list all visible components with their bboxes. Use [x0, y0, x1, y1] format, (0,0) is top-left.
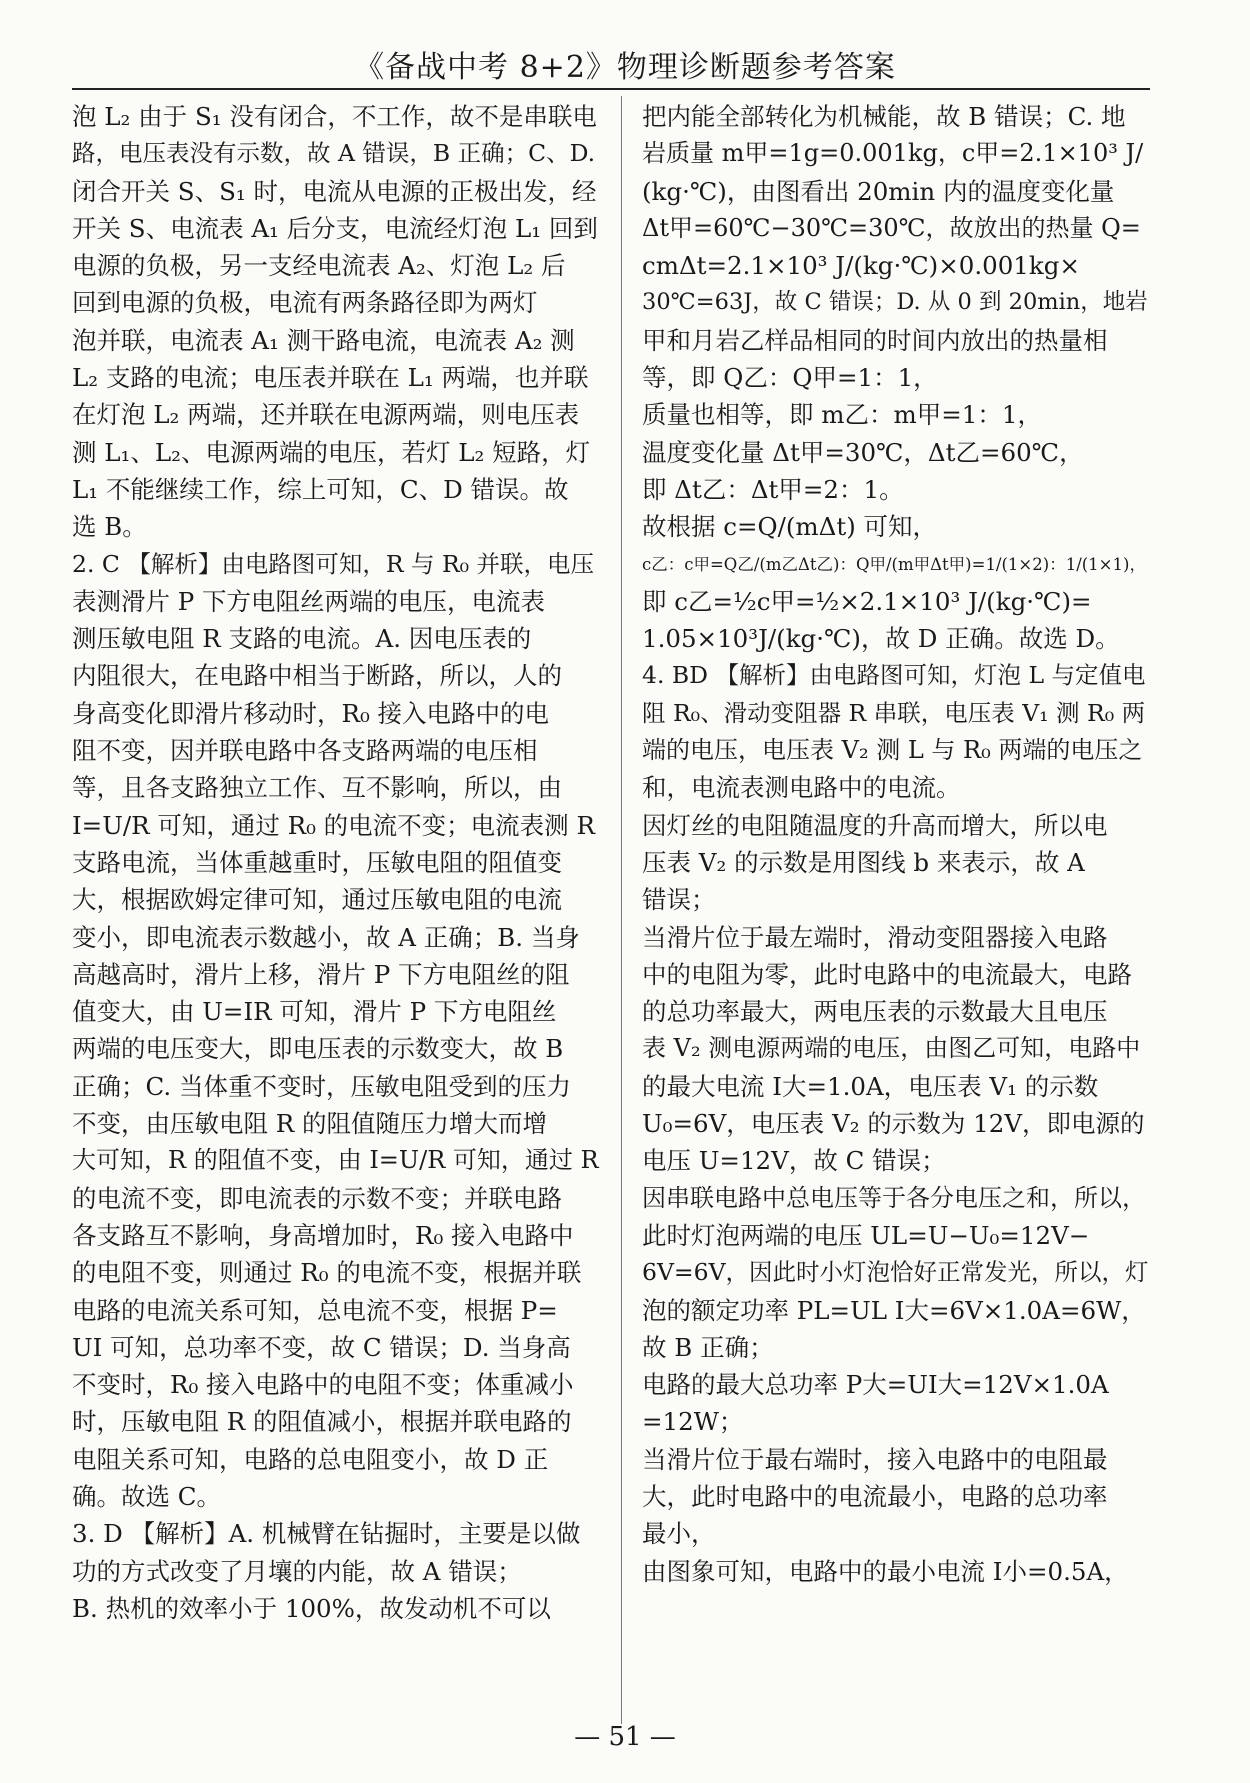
text-line: 测 L₁、L₂、电源两端的电压，若灯 L₂ 短路，灯: [72, 437, 591, 467]
text-line: 支路电流，当体重越重时，压敏电阻的阻值变: [72, 847, 562, 877]
text-line: 当滑片位于最右端时，接入电路中的电阻最: [642, 1444, 1108, 1474]
page-header-title: 《备战中考 8+2》物理诊断题参考答案: [354, 50, 896, 85]
text-line: 的电流不变，即电流表的示数不变；并联电路: [72, 1183, 562, 1213]
text-line: cmΔt=2.1×10³ J/(kg·℃)×0.001kg×: [642, 251, 1080, 281]
text-line: 不变，由压敏电阻 R 的阻值随压力增大而增: [72, 1109, 548, 1139]
text-line: 阻不变，因并联电路中各支路两端的电压相: [72, 736, 538, 766]
text-line: 把内能全部转化为机械能，故 B 错误；C. 地: [642, 102, 1126, 131]
page-number: — 51 —: [574, 1722, 676, 1752]
column-divider: [621, 96, 622, 1724]
text-line: 即 Δt乙：Δt甲=2：1。: [642, 474, 904, 504]
text-line: 大可知，R 的阻值不变，由 I=U/R 可知，通过 R: [72, 1146, 599, 1175]
text-line: 的电阻不变，则通过 R₀ 的电流不变，根据并联: [72, 1258, 582, 1288]
text-line: 时，压敏电阻 R 的阻值减小，根据并联电路的: [72, 1407, 572, 1437]
text-line: 值变大，由 U=IR 可知，滑片 P 下方电阻丝: [72, 997, 557, 1027]
text-line: 两端的电压变大，即电压表的示数变大，故 B: [72, 1034, 564, 1064]
text-line: 高越高时，滑片上移，滑片 P 下方电阻丝的阻: [72, 959, 570, 989]
text-line: 4. BD 【解析】由电路图可知，灯泡 L 与定值电: [642, 661, 1146, 690]
text-line: 和，电流表测电路中的电流。: [642, 773, 961, 803]
text-line: 不变时，R₀ 接入电路中的电阻不变；体重减小: [72, 1370, 574, 1400]
text-line: 电源的负极，另一支经电流表 A₂、灯泡 L₂ 后: [72, 251, 566, 281]
header-rule: [72, 88, 1150, 90]
text-line: 甲和月岩乙样品相同的时间内放出的热量相: [642, 325, 1108, 355]
text-line: 等，且各支路独立工作、互不影响，所以，由: [72, 773, 562, 803]
text-line: 的总功率最大，两电压表的示数最大且电压: [642, 997, 1108, 1027]
text-line: U₀=6V，电压表 V₂ 的示数为 12V，即电源的: [642, 1109, 1145, 1139]
text-line: 岩质量 m甲=1g=0.001kg，c甲=2.1×10³ J/: [642, 139, 1144, 168]
text-line: 1.05×10³J/(kg·℃)，故 D 正确。故选 D。: [642, 624, 1120, 654]
text-line: 回到电源的负极，电流有两条路径即为两灯: [72, 288, 538, 318]
text-line: 在灯泡 L₂ 两端，还并联在电源两端，则电压表: [72, 400, 580, 430]
text-line: 3. D 【解析】A. 机械臂在钻掘时，主要是以做: [72, 1519, 581, 1549]
text-line: 确。故选 C。: [72, 1481, 222, 1511]
text-line: 开关 S、电流表 A₁ 后分支，电流经灯泡 L₁ 回到: [72, 213, 598, 243]
text-line: 质量也相等，即 m乙：m甲=1：1，: [642, 400, 1042, 430]
text-line: 变小，即电流表示数越小，故 A 正确；B. 当身: [72, 922, 580, 952]
text-line: 表 V₂ 测电源两端的电压，由图乙可知，电路中: [642, 1034, 1141, 1063]
text-line: 闭合开关 S、S₁ 时，电流从电源的正极出发，经: [72, 176, 597, 206]
text-line: 各支路互不影响，身高增加时，R₀ 接入电路中: [72, 1220, 574, 1250]
text-line: 电阻关系可知，电路的总电阻变小，故 D 正: [72, 1444, 549, 1474]
text-line: 大，此时电路中的电流最小，电路的总功率: [642, 1481, 1108, 1511]
text-line: 因灯丝的电阻随温度的升高而增大，所以电: [642, 810, 1108, 840]
text-line: 即 c乙=½c甲=½×2.1×10³ J/(kg·℃)=: [642, 586, 1092, 616]
text-line: 大，根据欧姆定律可知，通过压敏电阻的电流: [72, 885, 562, 915]
text-line: 由图象可知，电路中的最小电流 I小=0.5A，: [642, 1556, 1129, 1586]
text-line: 路，电压表没有示数，故 A 错误，B 正确；C、D.: [72, 139, 596, 168]
text-line: 测压敏电阻 R 支路的电流。A. 因电压表的: [72, 624, 532, 654]
text-line: 阻 R₀、滑动变阻器 R 串联，电压表 V₁ 测 R₀ 两: [642, 698, 1146, 727]
text-line: 6V=6V，因此时小灯泡恰好正常发光，所以，灯: [642, 1258, 1149, 1287]
text-line: 故 B 正确；: [642, 1332, 774, 1362]
text-line: 正确；C. 当体重不变时，压敏电阻受到的压力: [72, 1071, 571, 1101]
left-column: [72, 98, 600, 1627]
text-line: UI 可知，总功率不变，故 C 错误；D. 当身高: [72, 1332, 571, 1362]
text-line: 因串联电路中总电压等于各分电压之和，所以，: [642, 1183, 1146, 1212]
text-line: 电压 U=12V，故 C 错误；: [642, 1146, 946, 1176]
right-column: [642, 98, 1150, 1590]
text-line: 电路的最大总功率 P大=UI大=12V×1.0A: [642, 1370, 1109, 1400]
text-line: 等，即 Q乙：Q甲=1：1，: [642, 363, 938, 393]
text-line: 故根据 c=Q/(mΔt) 可知，: [642, 512, 938, 542]
text-line: c乙：c甲=Q乙/(m乙Δt乙)：Q甲/(m甲Δt甲)=1/(1×2)：1/(1×1)，: [642, 554, 1146, 574]
text-line: 中的电阻为零，此时电路中的电流最大，电路: [642, 959, 1132, 989]
text-line: 错误；: [642, 885, 716, 915]
text-line: 泡并联，电流表 A₁ 测干路电流，电流表 A₂ 测: [72, 325, 575, 355]
text-line: 的最大电流 I大=1.0A，电压表 V₁ 的示数: [642, 1071, 1099, 1101]
text-line: Δt甲=60℃−30℃=30℃，故放出的热量 Q=: [642, 213, 1141, 242]
text-line: (kg·℃)，由图看出 20min 内的温度变化量: [642, 176, 1115, 206]
text-line: =12W；: [642, 1407, 744, 1437]
text-line: 内阻很大，在电路中相当于断路，所以，人的: [72, 661, 562, 691]
text-line: 身高变化即滑片移动时，R₀ 接入电路中的电: [72, 698, 550, 728]
text-line: I=U/R 可知，通过 R₀ 的电流不变；电流表测 R: [72, 810, 595, 840]
text-line: 端的电压，电压表 V₂ 测 L 与 R₀ 两端的电压之: [642, 736, 1143, 765]
text-line: 2. C 【解析】由电路图可知，R 与 R₀ 并联，电压: [72, 549, 595, 578]
text-line: 最小，: [642, 1519, 716, 1549]
text-line: 此时灯泡两端的电压 UL=U−U₀=12V−: [642, 1220, 1090, 1250]
text-line: 压表 V₂ 的示数是用图线 b 来表示，故 A: [642, 847, 1085, 877]
text-line: 泡 L₂ 由于 S₁ 没有闭合，不工作，故不是串联电: [72, 102, 597, 131]
text-line: 30℃=63J，故 C 错误；D. 从 0 到 20min，地岩: [642, 289, 1148, 316]
text-line: 表测滑片 P 下方电阻丝两端的电压，电流表: [72, 586, 546, 616]
text-line: 温度变化量 Δt甲=30℃，Δt乙=60℃，: [642, 437, 1084, 467]
text-line: 选 B。: [72, 512, 147, 542]
text-line: 电路的电流关系可知，总电流不变，根据 P=: [72, 1295, 558, 1325]
text-line: L₂ 支路的电流；电压表并联在 L₁ 两端，也并联: [72, 363, 589, 393]
text-line: 泡的额定功率 PL=UL I大=6V×1.0A=6W，: [642, 1295, 1146, 1325]
text-line: B. 热机的效率小于 100%，故发动机不可以: [72, 1593, 551, 1623]
text-line: 功的方式改变了月壤的内能，故 A 错误；: [72, 1556, 522, 1586]
text-line: L₁ 不能继续工作，综上可知，C、D 错误。故: [72, 474, 569, 504]
text-line: 当滑片位于最左端时，滑动变阻器接入电路: [642, 922, 1108, 952]
